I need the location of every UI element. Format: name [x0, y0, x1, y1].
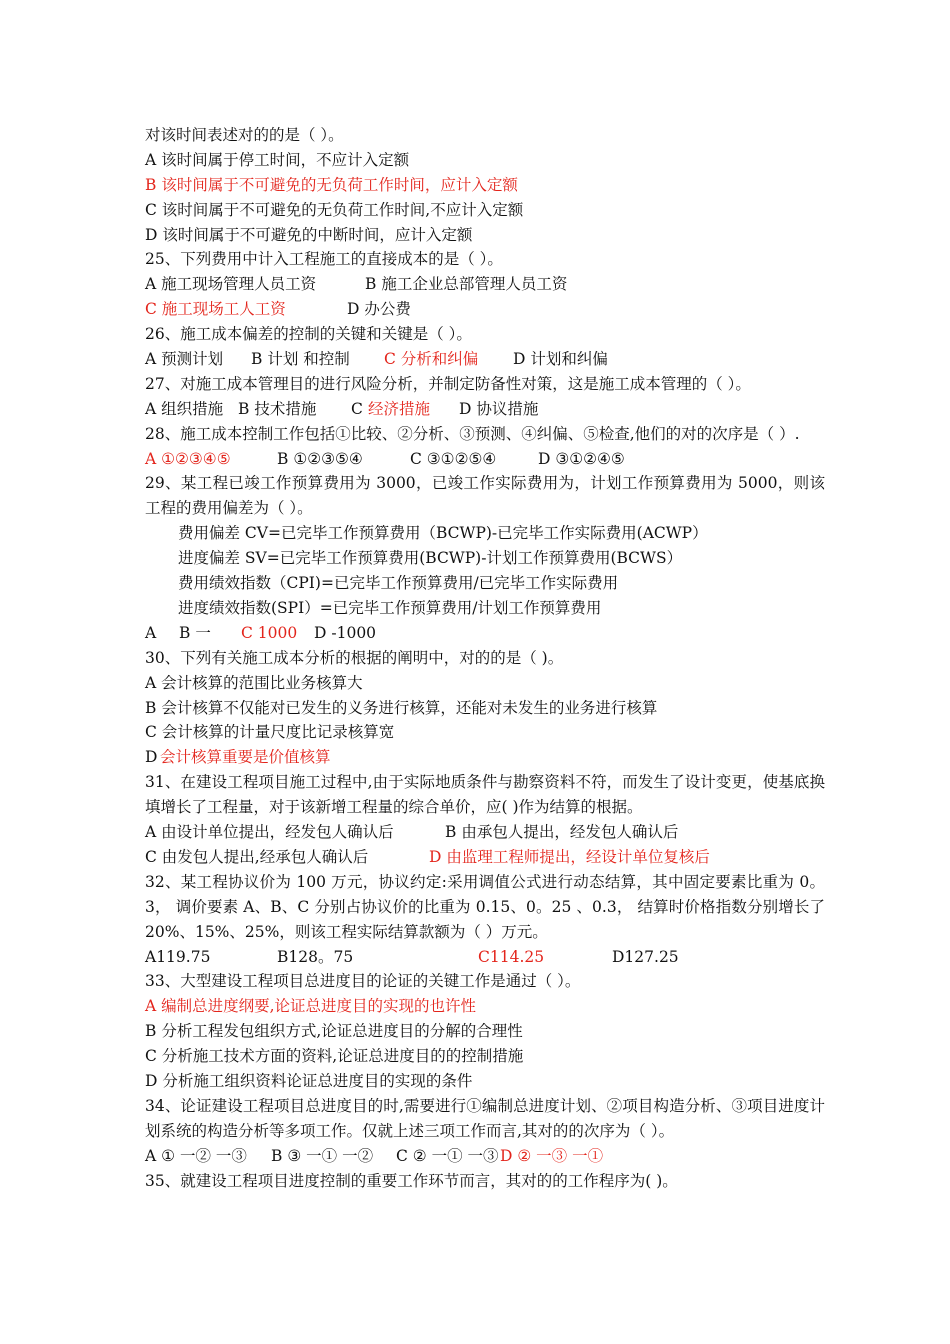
answer-text: A 编制总进度纲要,论证总进度目的实现的也许性: [145, 997, 477, 1016]
line-text: B 计划 和控制: [251, 350, 350, 369]
text-line: [145, 397, 825, 422]
line-text: C 分析施工技术方面的资料,论证总进度目的的控制措施: [145, 1047, 524, 1066]
line-text: 29、某工程已竣工作预算费用为 3000，已竣工作实际费用为，计划工作预算费用为 5000，则该工程的费用偏差为（ ）。: [145, 474, 825, 518]
text-line: [145, 272, 825, 297]
answer-text: D 由监理工程师提出，经设计单位复核后: [429, 847, 710, 866]
line-text: B ①②③⑤④: [277, 449, 363, 468]
line-text: B ③ 一① 一②: [271, 1146, 374, 1165]
document-page: [145, 123, 825, 1193]
text-line: [145, 1069, 825, 1094]
line-text: 25、下列费用中计入工程施工的直接成本的是（ ）。: [145, 250, 503, 269]
text-line: [145, 347, 825, 372]
text-line: [145, 671, 825, 696]
line-text: B 会计核算不仅能对已发生的义务进行核算，还能对未发生的业务进行核算: [145, 698, 658, 717]
line-text: C 由发包人提出,经承包人确认后: [145, 847, 369, 866]
line-text: A 会计核算的范围比业务核算大: [145, 673, 363, 692]
answer-text: C 分析和纠偏: [384, 350, 479, 369]
line-text: 进度绩效指数(SPI）=已完毕工作预算费用/计划工作预算费用: [178, 598, 602, 617]
text-line: [145, 447, 825, 472]
answer-text: A ①②③④⑤: [145, 449, 231, 468]
line-text: 费用绩效指数（CPI)=已完毕工作预算费用/已完毕工作实际费用: [178, 574, 619, 593]
line-text: A ① 一② 一③: [145, 1146, 247, 1165]
line-text: 30、下列有关施工成本分析的根据的阐明中，对的的是（ )。: [145, 648, 564, 667]
line-text: D -1000: [314, 623, 377, 642]
line-text: A 组织措施: [145, 399, 224, 418]
text-line: [145, 297, 825, 322]
line-text: B 分析工程发包组织方式,论证总进度目的分解的合理性: [145, 1022, 523, 1041]
line-text: D: [145, 748, 158, 767]
text-line: [145, 596, 825, 621]
answer-text: D ② 一③ 一①: [500, 1146, 604, 1165]
line-text: B 由承包人提出，经发包人确认后: [445, 823, 679, 842]
text-line: [145, 148, 825, 173]
line-text: 33、大型建设工程项目总进度目的论证的关键工作是通过（ ）。: [145, 972, 581, 991]
text-line: [145, 820, 825, 845]
line-text: B 一: [179, 623, 211, 642]
line-text: 32、某工程协议价为 100 万元，协议约定:采用调值公式进行动态结算，其中固定要素比重为 0。3， 调价要素 A、B、C 分别占协议价的比重为 0.15、0。25 、0.3， 结算时价格指数分别增长了 20%、15%、25%，则该工程实际结算款额为（ ）万元。: [145, 872, 825, 941]
line-text: A119.75: [145, 947, 211, 966]
text-line: [145, 969, 825, 994]
text-line: [145, 696, 825, 721]
line-text: C ③①②⑤④: [410, 449, 497, 468]
line-text: 费用偏差 CV=已完毕工作预算费用（BCWP)-已完毕工作实际费用(ACWP）: [178, 524, 708, 543]
line-text: A 该时间属于停工时间，不应计入定额: [145, 150, 410, 169]
line-text: 31、在建设工程项目施工过程中,由于实际地质条件与勘察资料不符，而发生了设计变更，使基底换填增长了工程量，对于该新增工程量的综合单价，应( )作为结算的根据。: [145, 773, 825, 817]
line-text: D127.25: [612, 947, 679, 966]
text-line: [145, 1044, 825, 1069]
line-text: A 预测计划: [145, 350, 224, 369]
answer-text: 会计核算重要是价值核算: [160, 748, 331, 767]
line-text: B128。75: [277, 947, 354, 966]
answer-text: B 该时间属于不可避免的无负荷工作时间，应计入定额: [145, 175, 518, 194]
line-text: 26、施工成本偏差的控制的关键和关键是（ ）。: [145, 325, 472, 344]
text-line: [145, 223, 825, 248]
text-line: [145, 945, 825, 970]
line-text: C 会计核算的计量尺度比记录核算宽: [145, 723, 395, 742]
text-line: [145, 720, 825, 745]
answer-text: 经济措施: [368, 399, 431, 418]
line-text: A: [145, 623, 157, 642]
text-line: [145, 1094, 825, 1144]
text-line: [145, 521, 825, 546]
text-line: [145, 546, 825, 571]
line-text: A 施工现场管理人员工资: [145, 275, 317, 294]
answer-text: C114.25: [478, 947, 545, 966]
line-text: D 办公费: [347, 300, 411, 319]
text-line: [145, 471, 825, 521]
line-text: C: [351, 399, 363, 418]
line-text: D 分析施工组织资料论证总进度目的实现的条件: [145, 1071, 473, 1090]
text-line: [145, 845, 825, 870]
text-line: [145, 1144, 825, 1169]
line-text: B 施工企业总部管理人员工资: [365, 275, 568, 294]
text-line: [145, 173, 825, 198]
line-text: 28、施工成本控制工作包括①比较、②分析、③预测、④纠偏、⑤检查,他们的对的次序是（ ）.: [145, 424, 800, 443]
text-line: [145, 372, 825, 397]
text-line: [145, 770, 825, 820]
text-line: [145, 1019, 825, 1044]
text-line: [145, 247, 825, 272]
text-line: [145, 621, 825, 646]
answer-text: C 1000: [241, 623, 298, 642]
text-line: [145, 1169, 825, 1194]
line-text: D ③①②④⑤: [538, 449, 625, 468]
line-text: A 由设计单位提出，经发包人确认后: [145, 823, 394, 842]
text-line: [145, 870, 825, 945]
line-text: 27、对施工成本管理目的进行风险分析，并制定防备性对策，这是施工成本管理的（ ）。: [145, 374, 751, 393]
text-line: [145, 646, 825, 671]
text-line: [145, 571, 825, 596]
line-text: C 该时间属于不可避免的无负荷工作时间,不应计入定额: [145, 200, 524, 219]
line-text: 对该时间表述对的的是（ ）。: [145, 126, 344, 144]
line-text: C ② 一① 一③: [396, 1146, 499, 1165]
line-text: D 协议措施: [459, 399, 539, 418]
text-line: [145, 994, 825, 1019]
text-line: [145, 422, 825, 447]
line-text: B 技术措施: [238, 399, 317, 418]
text-line: [145, 322, 825, 347]
text-line: [145, 198, 825, 223]
line-text: D 计划和纠偏: [513, 350, 608, 369]
line-text: 34、论证建设工程项目总进度目的时,需要进行①编制总进度计划、②项目构造分析、③项目进度计划系统的构造分析等多项工作。仅就上述三项工作而言,其对的的次序为（ ）。: [145, 1096, 825, 1140]
line-text: 进度偏差 SV=已完毕工作预算费用(BCWP)-计划工作预算费用(BCWS）: [178, 549, 683, 568]
answer-text: C 施工现场工人工资: [145, 300, 286, 319]
text-line: [145, 745, 825, 770]
line-text: D 该时间属于不可避免的中断时间，应计入定额: [145, 225, 473, 244]
line-text: 35、就建设工程项目进度控制的重要工作环节而言，其对的的工作程序为( )。: [145, 1171, 678, 1190]
text-line: [145, 123, 825, 148]
